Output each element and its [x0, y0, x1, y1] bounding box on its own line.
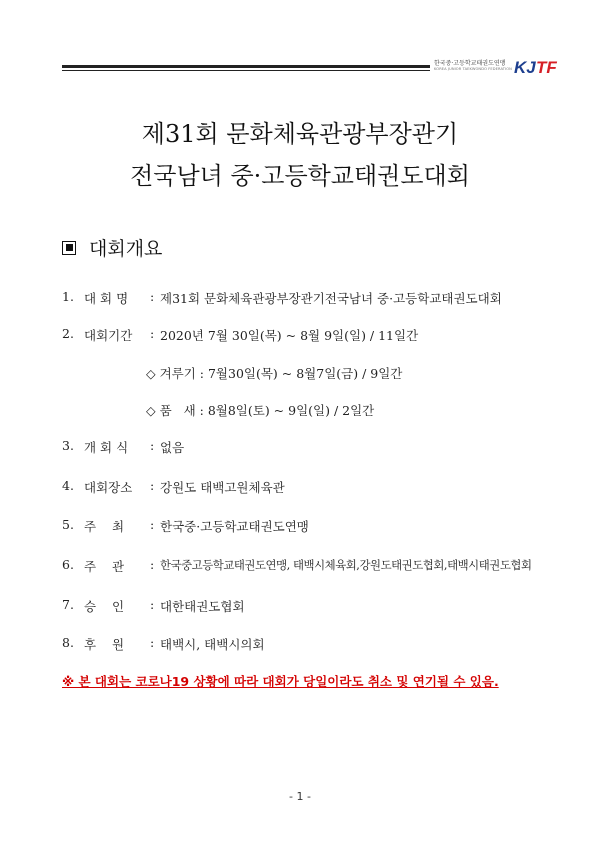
org-name	[434, 60, 514, 72]
org-name-ko: 한국중·고등학교태권도연맹	[434, 60, 506, 67]
header-rule-thin	[62, 70, 430, 71]
org-name-en: KOREA JUNIOR TAEKWONDO FEDERATION	[434, 67, 512, 71]
list-item-name: 1. 대 회 명 : 제31회 문화체육관광부장관기전국남녀 중·고등학교태권도대회	[62, 289, 502, 306]
header-rule-thick	[62, 65, 430, 68]
list-item-approval: 7. 승 인 : 대한태권도협회	[62, 597, 245, 614]
list-item-opening: 3. 개 회 식 : 없음	[62, 438, 185, 455]
list-item-sponsor: 8. 후 원 : 태백시, 태백시의회	[62, 635, 265, 652]
filled-square-icon	[62, 241, 76, 255]
period-detail-kyorugi: ◇ 겨루기 : 7월30일(목) ~ 8월7일(금) / 9일간	[146, 366, 403, 381]
period-detail-poomsae: ◇ 품 새 : 8월8일(토) ~ 9일(일) / 2일간	[146, 403, 375, 418]
section-label: 대회개요	[89, 238, 163, 260]
svg-text:KJ: KJ	[514, 58, 536, 77]
list-item-venue: 4. 대회장소 : 강원도 태백고원체육관	[62, 478, 285, 495]
title-line-2: 전국남녀 중·고등학교태권도대회	[130, 162, 470, 190]
covid-notice: ※ 본 대회는 코로나19 상황에 따라 대회가 당일이라도 취소 및 연기될 수 있음.	[62, 674, 499, 689]
svg-text:TF: TF	[536, 58, 557, 77]
list-item-host: 5. 주 최 : 한국중·고등학교태권도연맹	[62, 517, 309, 534]
section-heading	[62, 234, 162, 261]
list-item-period: 2. 대회기간 : 2020년 7월 30일(목) ~ 8월 9일(일) / 11일간	[62, 326, 419, 343]
page-number: - 1 -	[289, 790, 311, 803]
list-item-organizer: 6. 주 관 : 한국중고등학교태권도연맹, 태백시체육회,강원도태권도협회,태백시태권도협회	[62, 557, 532, 574]
title-line-1: 제31회 문화체육관광부장관기	[141, 120, 459, 148]
kjtf-logo-icon	[514, 57, 558, 77]
